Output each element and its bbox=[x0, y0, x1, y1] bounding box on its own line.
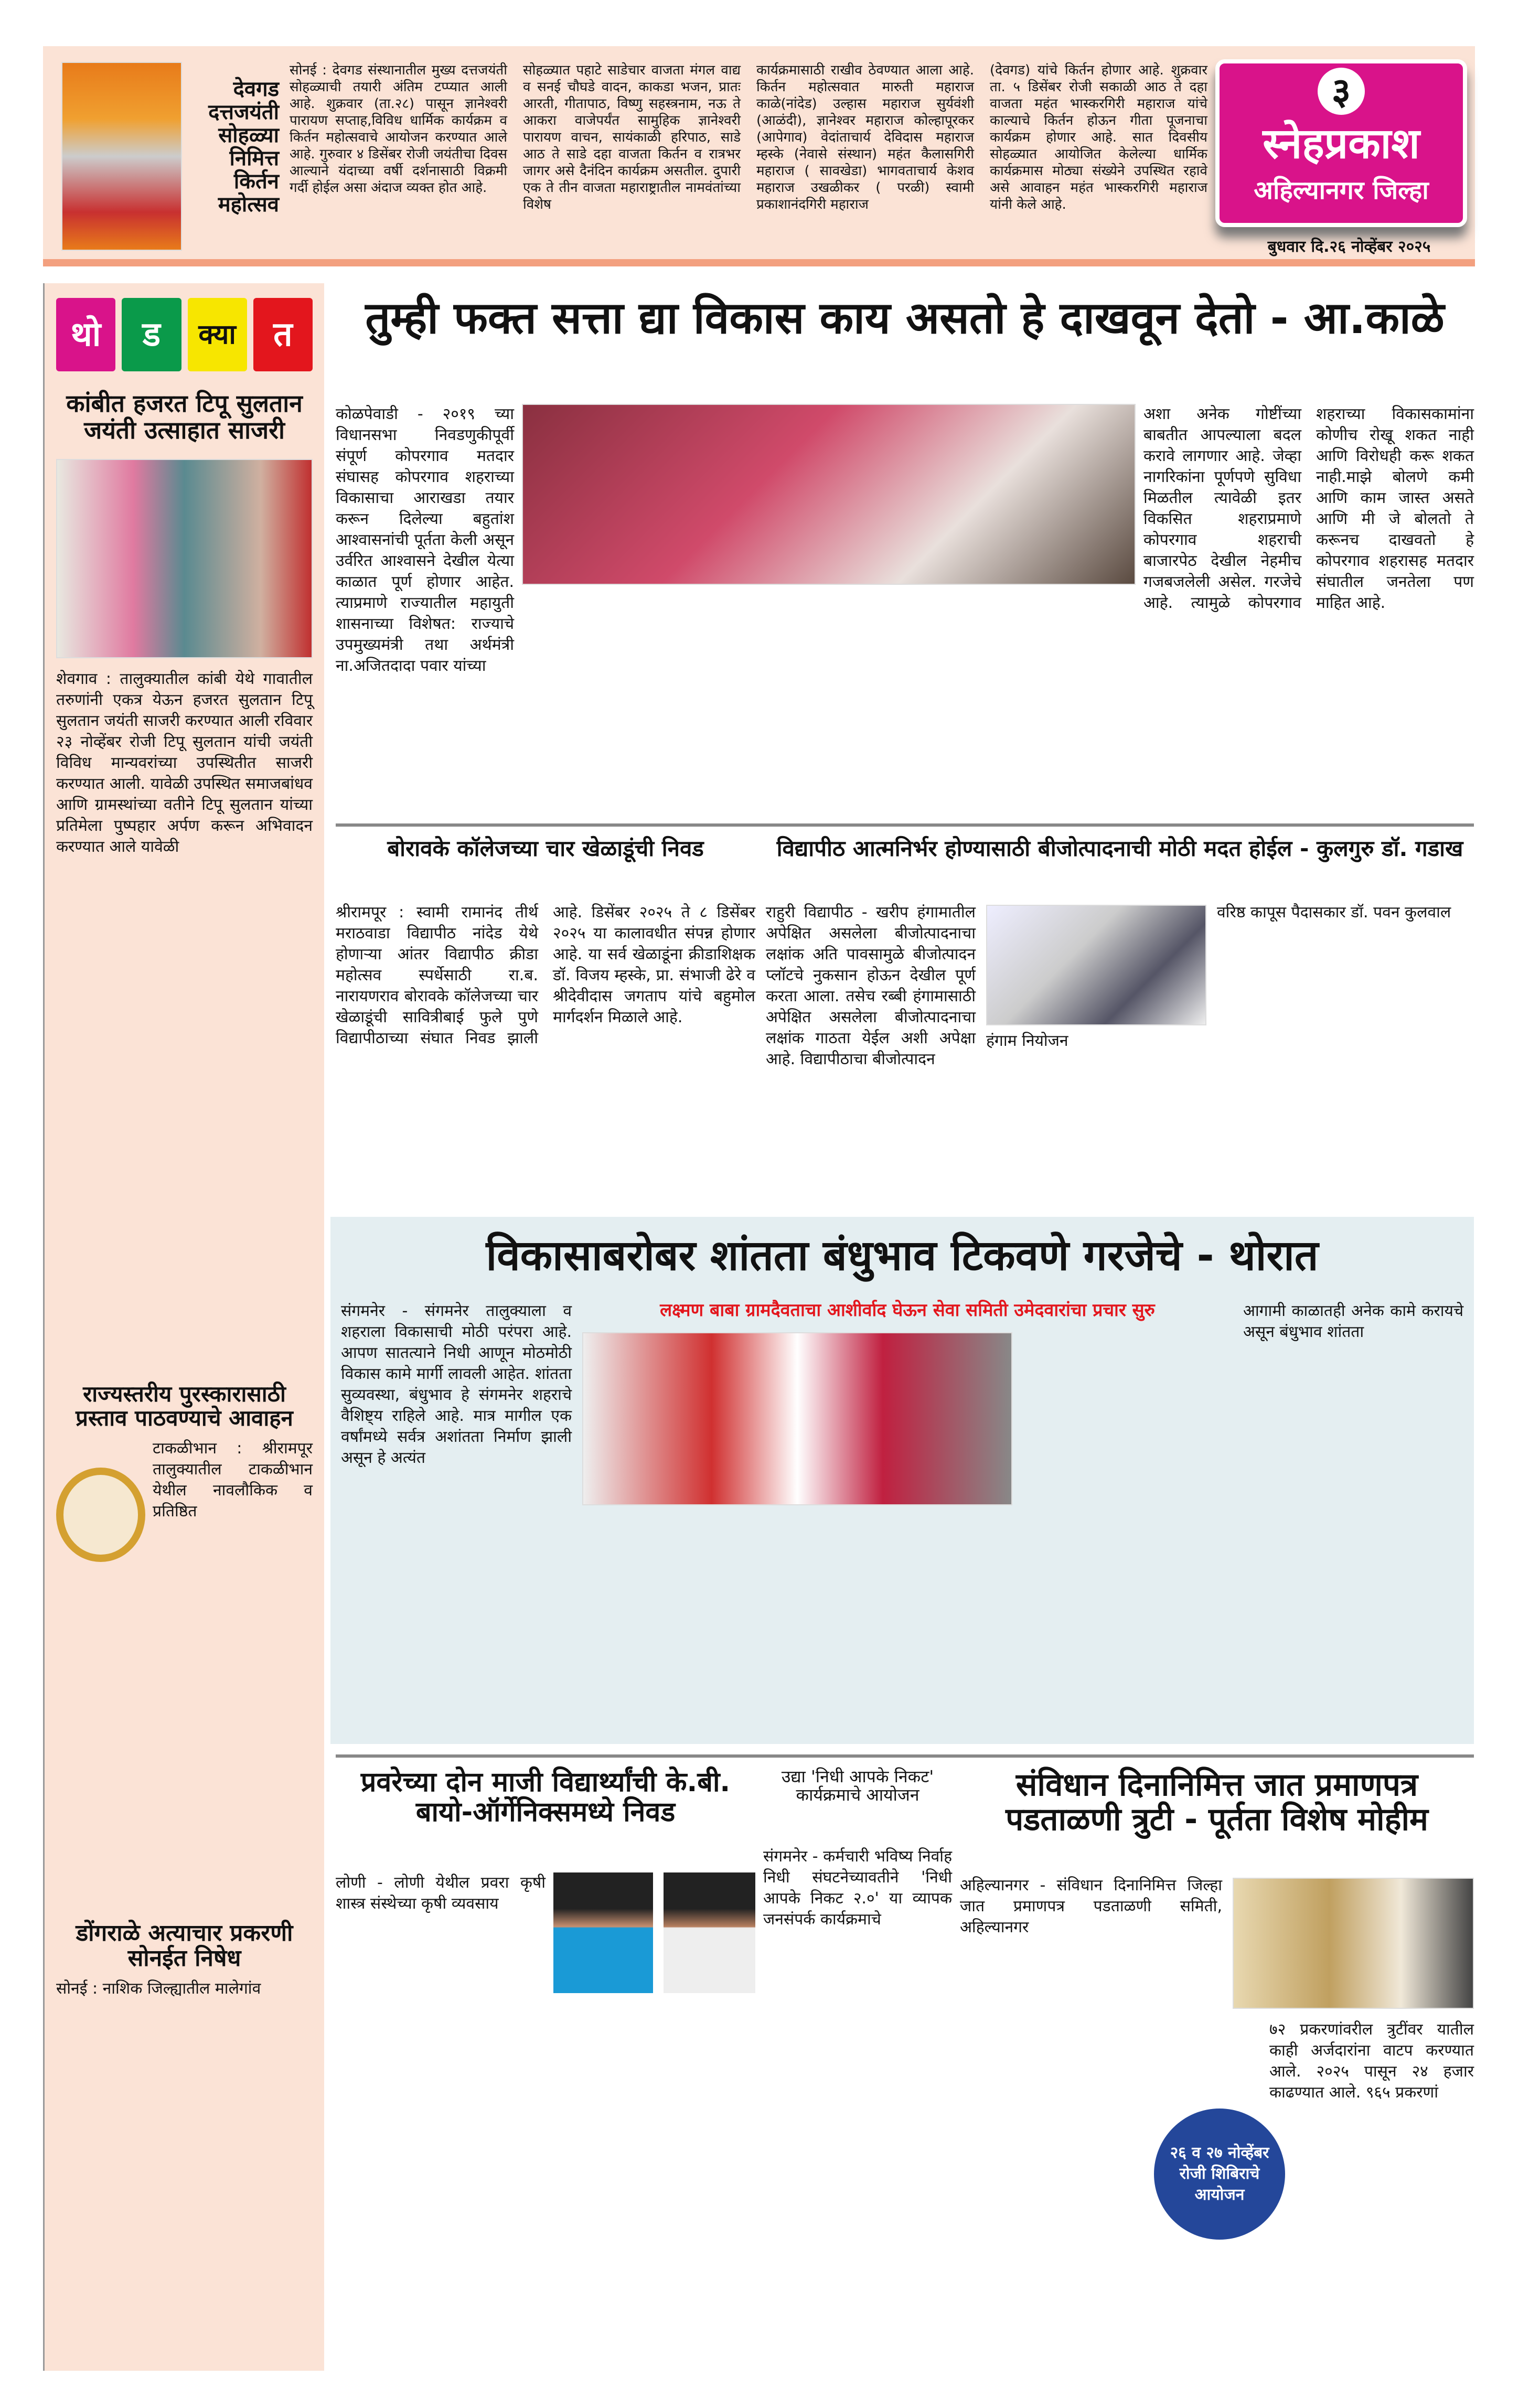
top-story-col: सोहळ्यात पहाटे साडेचार वाजता मंगल वाद्य व सनई चौघडे वादन, काकडा भजन, प्रातः आरती, गीतापाठ, विष्णु सहस्त्रनाम, नऊ ते आकरा वाजेपर्यंत सामुहिक ज्ञानेश्वरी पारायण वाचन, सायंकाळी हरिपाठ, साडे आठ ते साडे दहा वाजता किर्तन व रात्रभर जागर असे दैनंदिन कार्यक्रम असतील. दुपारी एक ते तीन वाजता महाराष्ट्रातील नामवंतांच्या विशेष bbox=[523, 62, 741, 212]
sidebar-story3-body: सोनई : नाशिक जिल्ह्यातील मालेगांव bbox=[56, 1979, 261, 1998]
top-story-col: (देवगड) यांचे किर्तन होणार आहे. शुक्रवार ता. ५ डिसेंबर रोजी सकाळी आठ ते दहा वाजता महंत भास्करगिरी महाराज यांचे काल्याचे किर्तन होऊन गीता पूजनाचा कार्यक्रम होणार आहे. सात दिवसीय सोहळ्यात आयोजित केलेल्या धार्मिक कार्यक्रमास मोठ्या संख्येने उपस्थित रहावे असे आवाहन महंत भास्करगिरी महाराज यांनी केले आहे. bbox=[990, 62, 1207, 212]
deity-photo bbox=[61, 62, 182, 251]
main-story-body: कोळपेवाडी - २०१९ च्या विधानसभा निवडणुकीपूर्वी संपूर्ण कोपरगाव मतदार संघासह कोपरगाव शहराच्या विकासाचा आराखडा तयार करून दिलेल्या बहुतांश आश्वासनांची पूर्तता केली असून उर्वरित आश्वासने देखील येत्या काळात पूर्ण होणार आहेत. त्याप्रमाणे राज्यातील महायुती शासनाच्या विशेषत: राज्याचे उपमुख्यमंत्री तथा अर्थमंत्री ना.अजितदादा पवार यांच्या bbox=[336, 405, 514, 675]
thorat-headline: विकासाबरोबर शांतता बंधुभाव टिकवणे गरजेचे - थोरात bbox=[486, 1231, 1319, 1280]
tag-letter: थो bbox=[56, 298, 115, 371]
vidyapeeth-body: राहुरी विद्यापीठ - खरीप हंगामातील अपेक्षित असलेला बीजोत्पादनाचा लक्षांक अति पावसामुळे बीजोत्पादन प्लॉटचे नुकसान होऊन देखील पूर्ण करता आला. तसेच रब्बी हंगामासाठी अपेक्षित असलेला बीजोत्पादनाचा लक्षांक गाठता येईल अशी अपेक्षा आहे. विद्यापीठाचा बीजोत्पादन bbox=[766, 903, 976, 1068]
meeting-photo bbox=[986, 905, 1206, 1025]
sidebar-story2-headline: राज्यस्तरीय पुरस्कारासाठी प्रस्ताव पाठवण्याचे आवाहन bbox=[76, 1381, 293, 1431]
headline-line: सोहळ्या bbox=[218, 123, 279, 147]
thorat-body-right: आगामी काळातही अनेक कामे करायचे असून बंधुभाव शांतता bbox=[1243, 1302, 1463, 1341]
sanvidhan-headline: संविधान दिनानिमित्त जात प्रमाणपत्र पडताळणी त्रुटी - पूर्तता विशेष मोहीम bbox=[1006, 1767, 1428, 1838]
borawake-headline: बोरावके कॉलेजच्या चार खेळाडूंची निवड bbox=[387, 836, 704, 861]
headline-line: निमित्त किर्तन bbox=[229, 146, 279, 194]
sidebar-story2-body: टाकळीभान : श्रीरामपूर तालुक्यातील टाकळीभान येथील नावलौकिक व प्रतिष्ठित bbox=[153, 1439, 313, 1521]
sidebar-story1-body: शेवगाव : तालुक्यातील कांबी येथे गावातील तरुणांनी एकत्र येऊन हजरत सुलतान टिपू सुलतान जयंती साजरी करण्यात आली रविवार २३ नोव्हेंबर रोजी टिपू सुलतान यांची जयंती विविध मान्यवरांच्या उपस्थितीत साजरी करण्यात आली. यावेळी उपस्थित समाजबांधव आणि ग्रामस्थांच्या वतीने टिपू सुलतान यांच्या प्रतिमेला पुष्पहार अर्पण करून अभिवादन करण्यात आले यावेळी bbox=[56, 670, 313, 857]
page-number: ३ bbox=[1318, 68, 1365, 115]
headline-line: दत्तजयंती bbox=[208, 100, 279, 124]
sanvidhan-body: अहिल्यानगर - संविधान दिनानिमित्त जिल्हा जात प्रमाणपत्र पडताळणी समिती, अहिल्यानगर bbox=[960, 1876, 1222, 1936]
vidyapeeth-body-2: हंगाम नियोजन bbox=[986, 1032, 1068, 1050]
student-photo bbox=[553, 1872, 653, 1993]
campaign-photo bbox=[582, 1332, 1012, 1505]
thorat-story bbox=[330, 1217, 1474, 1744]
award-emblem bbox=[56, 1468, 145, 1562]
camp-date-text: २६ व २७ नोव्हेंबर रोजी शिबिराचे आयोजन bbox=[1170, 2144, 1269, 2204]
thodkyat-tag bbox=[56, 298, 313, 371]
top-banner bbox=[43, 46, 1475, 266]
thorat-subhead: लक्ष्मण बाबा ग्रामदैवताचा आशीर्वाद घेऊन सेवा समिती उमेदवारांचा प्रचार सुरु bbox=[660, 1300, 1155, 1321]
headline-line: महोत्सव bbox=[218, 192, 279, 217]
pravara-headline: प्रवरेच्या दोन माजी विद्यार्थ्यांची के.बी. बायो-ऑर्गेनिक्समध्ये निवड bbox=[360, 1767, 731, 1828]
top-story-col: सोनई : देवगड संस्थानातील मुख्य दत्तजयंती सोहळ्याची तयारी अंतिम टप्प्यात आली आहे. शुक्रवार (ता.२८) पासून ज्ञानेश्वरी पारायण सप्ताह,विविध धार्मिक कार्यक्रम व किर्तन महोत्सवाचे आयोजन करण्यात आले आहे. गुरुवार ४ डिसेंबर रोजी जयंतीचा दिवस आल्याने यंदाच्या वर्षी दर्शनासाठी विक्रमी गर्दी होईल असा अंदाज व्यक्त होत आहे. bbox=[290, 62, 507, 196]
certificate-photo bbox=[1233, 1878, 1474, 2009]
borawake-body: श्रीरामपूर : स्वामी रामानंद तीर्थ मराठवाडा विद्यापीठ नांदेड येथे होणाऱ्या आंतर विद्यापीठ क्रीडा महोत्सव स्पर्धेसाठी रा.ब. नारायणराव बोरावके कॉलेजच्या चार खेळाडूंची सावित्रीबाई फुले पुणे विद्यापीठाच्या संघात निवड झाली आहे. डिसेंबर २०२५ ते ८ डिसेंबर २०२५ या कालावधीत संपन्न होणार आहे. या सर्व खेळाडूंना क्रीडाशिक्षक डॉ. विजय म्हस्के, प्रा. संभाजी ढेरे व श्रीदेवीदास जगताप यांचे बहुमोल मार्गदर्शन मिळाले आहे. bbox=[336, 903, 755, 1047]
sanvidhan-body-2: ७२ प्रकरणांवरील त्रुटींवर यातील काही अर्जदारांना वाटप करण्यात आले. २०२५ पासून २४ हजार काढण्यात आले. ९६५ प्रकरणां bbox=[1269, 2020, 1474, 2102]
tipu-jayanti-photo bbox=[56, 459, 313, 658]
main-story-body-right: अशा अनेक गोष्टींच्या बाबतीत आपल्याला बदल करावे लागणार आहे. जेव्हा नागरिकांना पूर्णपणे सुविधा मिळतील त्यावेळी इतर विकसित शहराप्रमाणे कोपरगाव शहराची बाजारपेठ देखील नेहमीच गजबजलेली असेल. गरजेचे आहे. त्यामुळे कोपरगाव शहराच्या विकासकामांना कोणीच रोखू शकत नाही आणि विरोधही करू शकत नाही.माझे बोलणे कमी आणि काम जास्त असते आणि मी जे बोलतो ते करूनच दाखवतो हे कोपरगाव शहरासह मतदार संघातील जनतेला पण माहित आहे. bbox=[1143, 405, 1474, 612]
vidyapeeth-headline: विद्यापीठ आत्मनिर्भर होण्यासाठी बीजोत्पादनाची मोठी मदत होईल - कुलगुरु डॉ. गडाख bbox=[776, 836, 1463, 861]
thorat-body: संगमनेर - संगमनेर तालुक्याला व शहराला विकासाची मोठी परंपरा आहे. आपण सातत्याने निधी आणून मोठमोठी विकास कामे मार्गी लावली आहेत. शांतता सुव्यवस्था, बंधुभाव हे संगमनेर शहराचे वैशिष्ट्य राहिले आहे. मात्र मागील एक वर्षांमध्ये सर्वत्र अशांतता निर्माण झाली असून हे अत्यंत bbox=[341, 1302, 572, 1467]
camp-date-badge bbox=[1154, 2109, 1285, 2240]
student-photo bbox=[664, 1872, 755, 1993]
pravara-body: लोणी - लोणी येथील प्रवरा कृषी शास्त्र संस्थेच्या कृषी व्यवसाय bbox=[336, 1874, 546, 1913]
tag-letter: ड bbox=[122, 298, 181, 371]
masthead-logo bbox=[1215, 59, 1467, 227]
headline-line: देवगड bbox=[233, 77, 279, 101]
tag-letter: त bbox=[253, 298, 313, 371]
top-story-col: कार्यक्रमासाठी राखीव ठेवण्यात आला आहे. किर्तन महोत्सवात मारुती महाराज काळे(नांदेड) उल्हास महाराज सुर्यवंशी (आळंदी), ज्ञानेश्वर महाराज कोल्हापूरकर (आपेगाव) वेदांताचार्य देविदास महाराज म्हस्के (नेवासे संस्थान) महंत कैलासगिरी महाराज ( सावखेडा) भागवताचार्य केशव महाराज उखळीकर ( परळी) स्वामी प्रकाशानंदगिरी महाराज bbox=[756, 62, 974, 212]
sidebar-story1-headline: कांबीत हजरत टिपू सुलतान जयंती उत्साहात साजरी bbox=[66, 389, 303, 444]
divider bbox=[336, 823, 1474, 827]
tag-letter: क्या bbox=[188, 298, 247, 371]
sidebar-story3-headline: डोंगराळे अत्याचार प्रकरणी सोनईत निषेध bbox=[76, 1919, 293, 1972]
main-story-photo bbox=[522, 404, 1136, 585]
vidyapeeth-body-3: वरिष्ठ कापूस पैदासकार डॉ. पवन कुलवाल bbox=[1217, 903, 1451, 922]
sidebar bbox=[43, 283, 324, 2371]
main-headline: तुम्ही फक्त सत्ता द्या विकास काय असतो हे दाखवून देतो - आ.काळे bbox=[365, 292, 1445, 344]
divider bbox=[336, 1754, 1474, 1758]
issue-date: बुधवार दि.२६ नोव्हेंबर २०२५ bbox=[1267, 238, 1431, 256]
masthead-title: स्नेहप्रकाश bbox=[1263, 119, 1420, 168]
top-story-columns bbox=[290, 62, 1207, 213]
masthead-edition: अहिल्यानगर जिल्हा bbox=[1254, 176, 1429, 205]
top-story-headline bbox=[190, 78, 279, 216]
nidhi-body: संगमनेर - कर्मचारी भविष्य निर्वाह निधी संघटनेच्यावतीने 'निधी आपके निकट २.०' या व्यापक जनसंपर्क कार्यक्रमाचे bbox=[763, 1847, 952, 1929]
nidhi-headline: उद्या 'निधी आपके निकट' कार्यक्रमाचे आयोजन bbox=[781, 1767, 934, 1805]
